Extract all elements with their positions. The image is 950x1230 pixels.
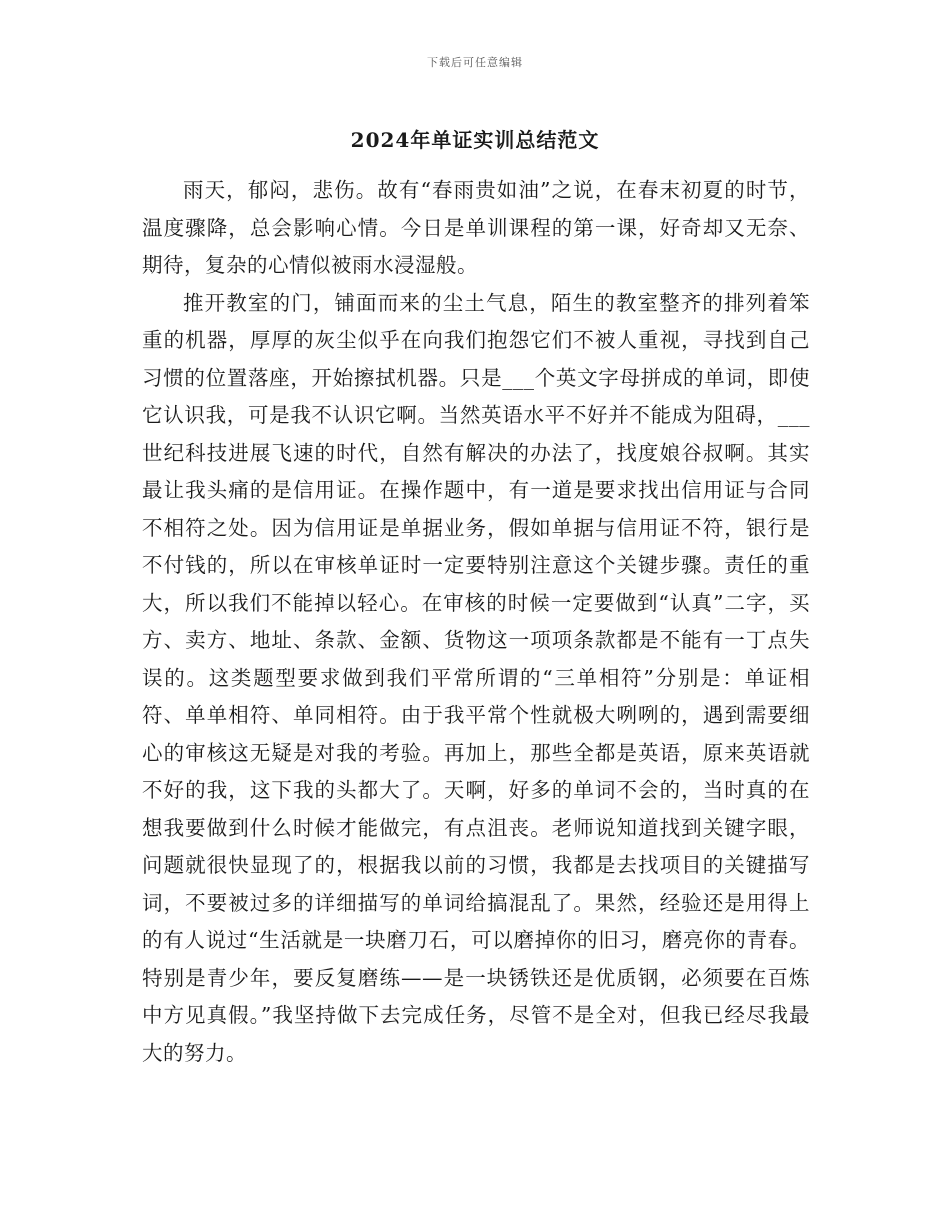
document-title: 2024年单证实训总结范文	[350, 128, 600, 152]
body-paragraph-2: 推开教室的门，铺面而来的尘土气息，陌生的教室整齐的排列着笨重的机器，厚厚的灰尘似乎在向我们抱怨它们不被人重视，寻找到自己习惯的位置落座，开始擦拭机器。只是___个英文字母拼成的单词，即使它认识我，可是我不认识它啊。当然英语水平不好并不能成为阻碍，___世纪科技进展飞速的时代，自然有解决的办法了，找度娘谷叔啊。其实最让我头痛的是信用证。在操作题中，有一道是要求找出信用证与合同不相符之处。因为信用证是单据业务，假如单据与信用证不符，银行是不付钱的，所以在审核单证时一定要特别注意这个关键步骤。责任的重大，所以我们不能掉以轻心。在审核的时候一定要做到“认真”二字，买方、卖方、地址、条款、金额、货物这一项项条款都是不能有一丁点失误的。这类题型要求做到我们平常所谓的“三单相符”分别是：单证相符、单单相符、单同相符。由于我平常个性就极大咧咧的，遇到需要细心的审核这无疑是对我的考验。再加上，那些全都是英语，原来英语就不好的我，这下我的头都大了。天啊，好多的单词不会的，当时真的在想我要做到什么时候才能做完，有点沮丧。老师说知道找到关键字眼，问题就很快显现了的，根据我以前的习惯，我都是去找项目的关键描写词，不要被过多的详细描写的单词给搞混乱了。果然，经验还是用得上的有人说过“生活就是一块磨刀石，可以磨掉你的旧习，磨亮你的青春。特别是青少年，要反复磨练——是一块锈铁还是优质钢，必须要在百炼中方见真假。”我坚持做下去完成任务，尽管不是全对，但我已经尽我最大的努力。	[142, 290, 810, 1065]
header-note: 下载后可任意编辑	[427, 56, 523, 69]
document-body	[142, 172, 810, 1072]
body-paragraph-1: 雨天，郁闷，悲伤。故有“春雨贵如油”之说，在春末初夏的时节，温度骤降，总会影响心情。今日是单训课程的第一课，好奇却又无奈、期待，复杂的心情似被雨水浸湿般。	[142, 178, 810, 277]
